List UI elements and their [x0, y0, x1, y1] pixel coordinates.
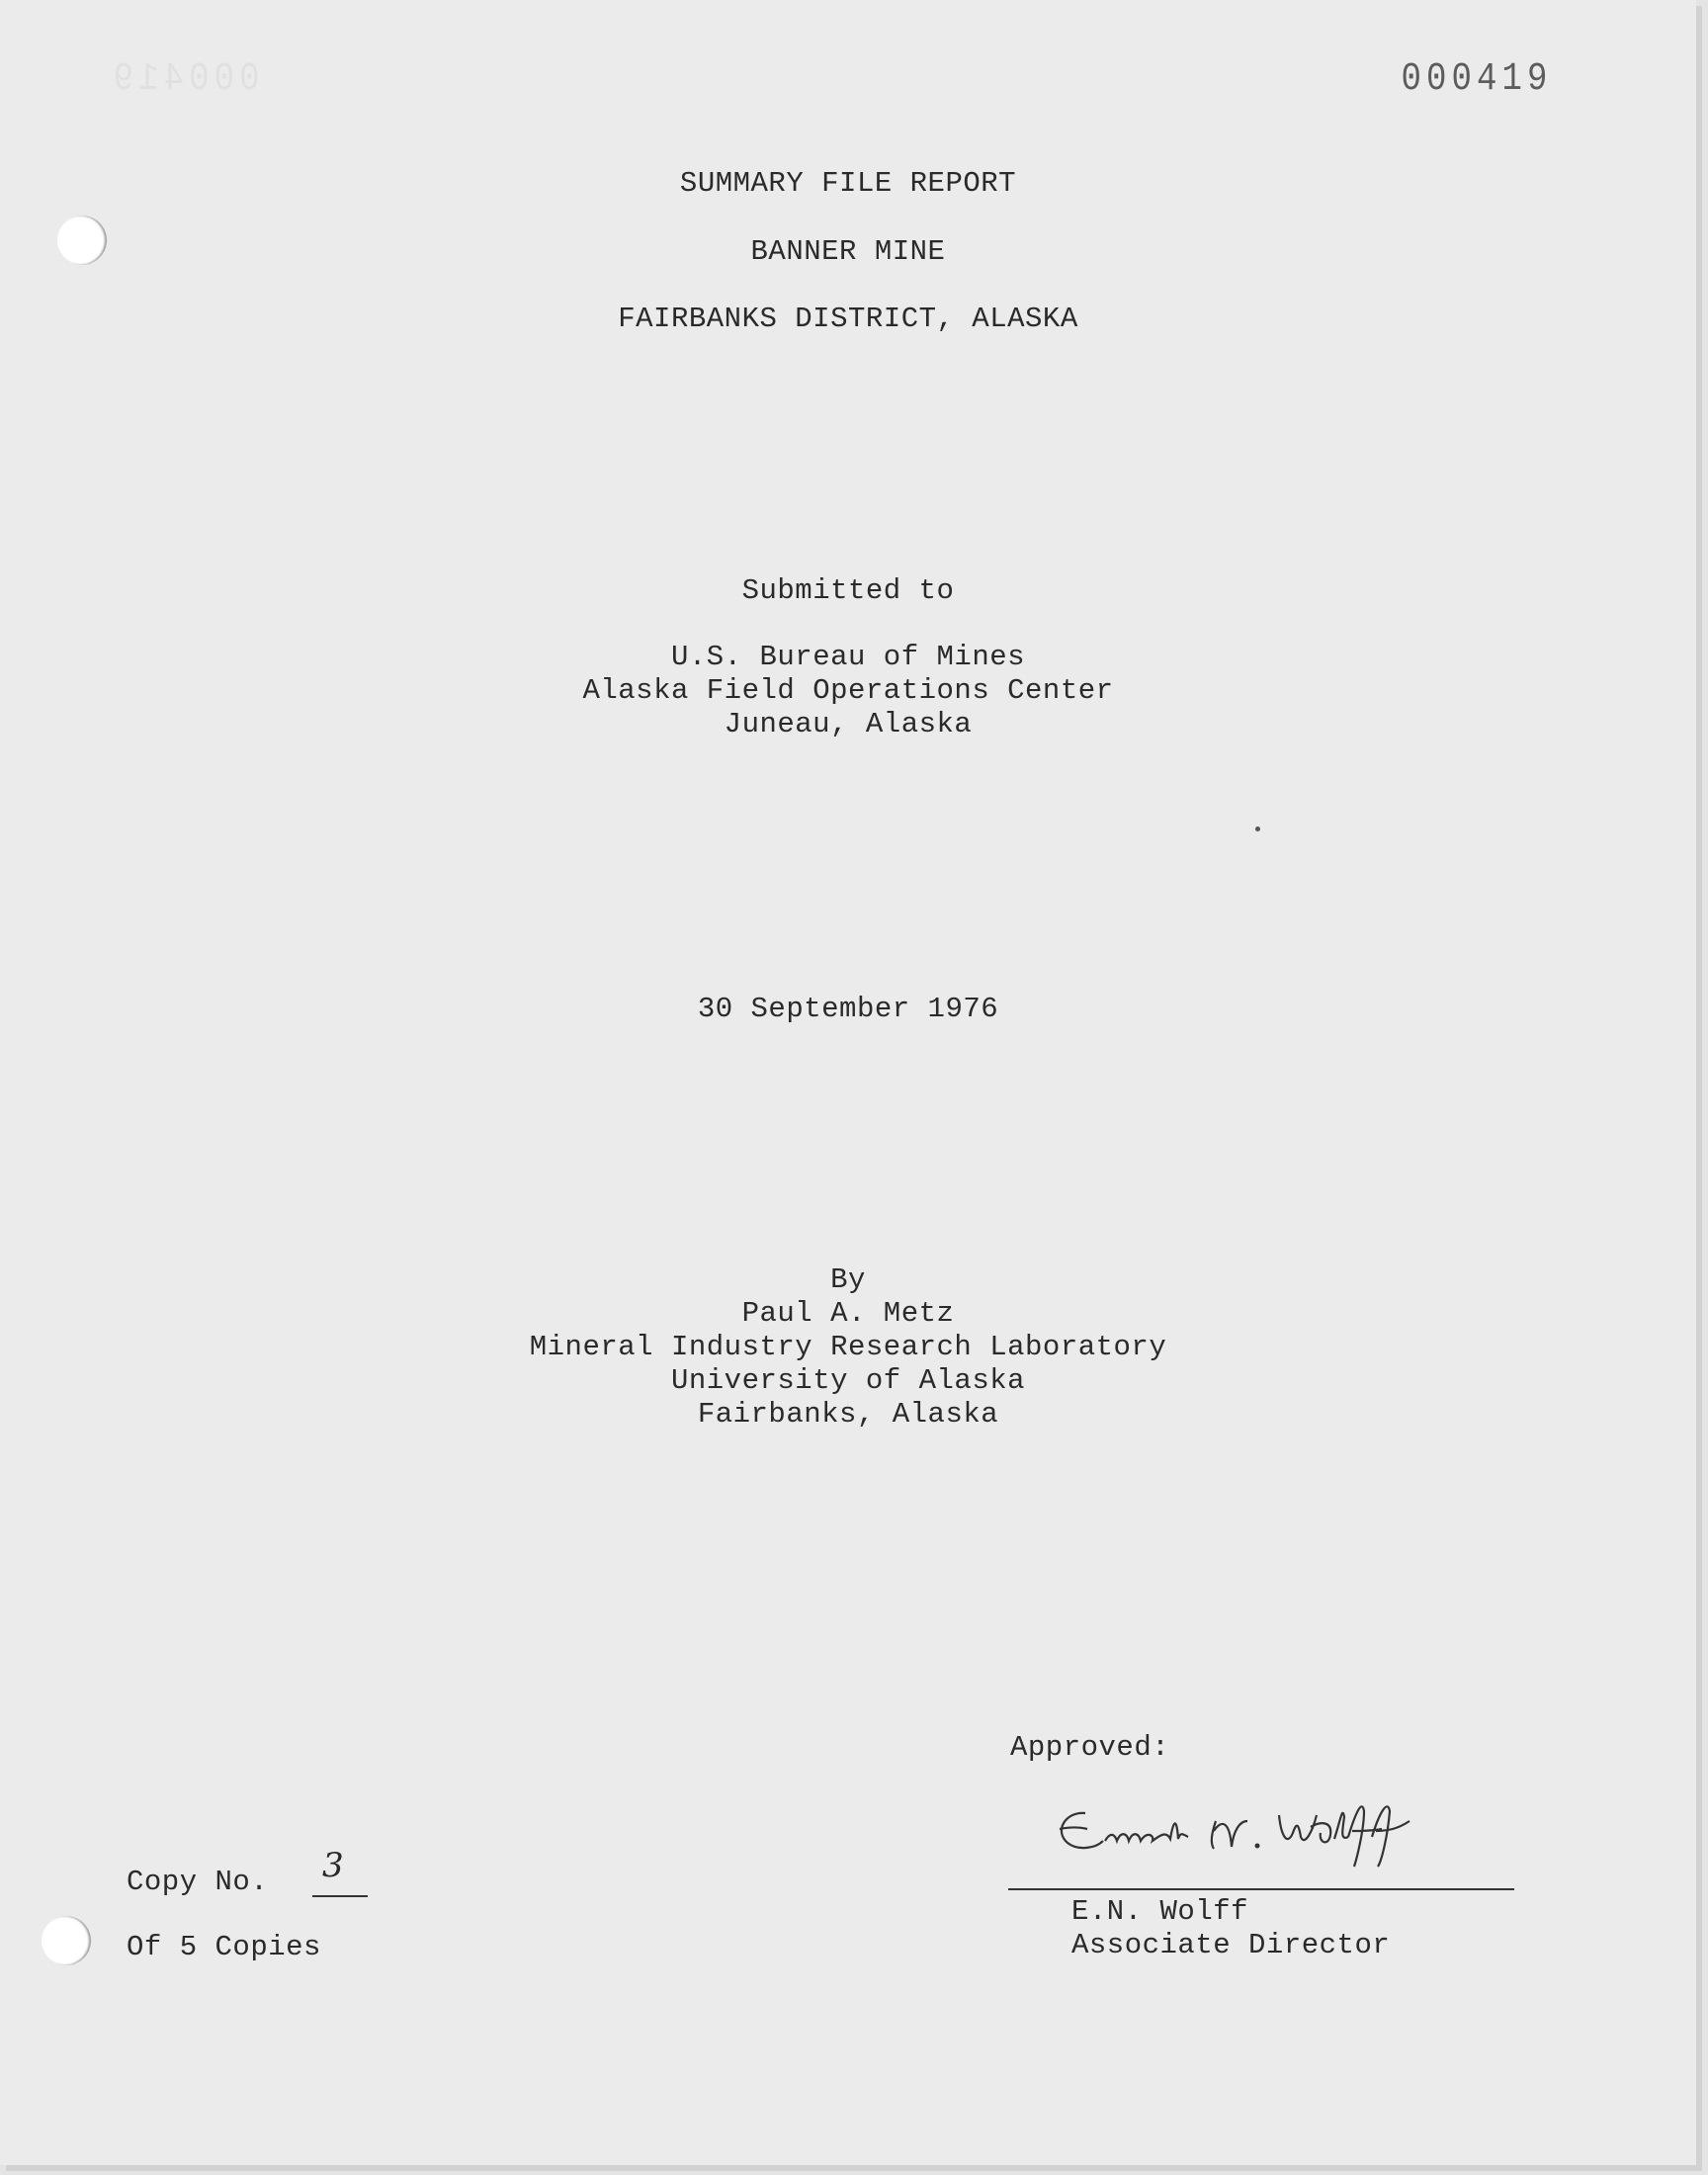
- report-date: 30 September 1976: [697, 993, 999, 1025]
- submitted-label: Submitted to: [741, 574, 955, 607]
- author-lab: Mineral Industry Research Laboratory: [529, 1331, 1167, 1363]
- bleed-through-stamp: 000419: [108, 57, 260, 102]
- signature-line: [1008, 1888, 1514, 1890]
- approver-title: Associate Director: [1071, 1929, 1391, 1961]
- copy-number-line: [312, 1895, 368, 1897]
- approver-signature: [1046, 1791, 1461, 1870]
- by-label: By: [830, 1263, 866, 1296]
- copies-total: Of 5 Copies: [127, 1931, 321, 1963]
- binder-hole-bottom: [42, 1916, 91, 1965]
- author-university: University of Alaska: [670, 1364, 1026, 1397]
- speck: [1255, 826, 1260, 831]
- author-city: Fairbanks, Alaska: [697, 1398, 999, 1431]
- report-title: SUMMARY FILE REPORT: [679, 167, 1017, 200]
- district-name: FAIRBANKS DISTRICT, ALASKA: [618, 303, 1078, 335]
- approved-label: Approved:: [1010, 1731, 1170, 1764]
- recipient-line-3: Juneau, Alaska: [724, 708, 973, 740]
- approver-name: E.N. Wolff: [1071, 1895, 1249, 1928]
- author-name: Paul A. Metz: [741, 1297, 955, 1330]
- copy-number: 3: [322, 1846, 345, 1885]
- copy-label: Copy No.: [127, 1866, 269, 1898]
- mine-name: BANNER MINE: [750, 235, 946, 268]
- document-stamp-number: 000419: [1401, 57, 1553, 102]
- recipient-line-1: U.S. Bureau of Mines: [670, 641, 1026, 673]
- recipient-line-2: Alaska Field Operations Center: [582, 674, 1114, 707]
